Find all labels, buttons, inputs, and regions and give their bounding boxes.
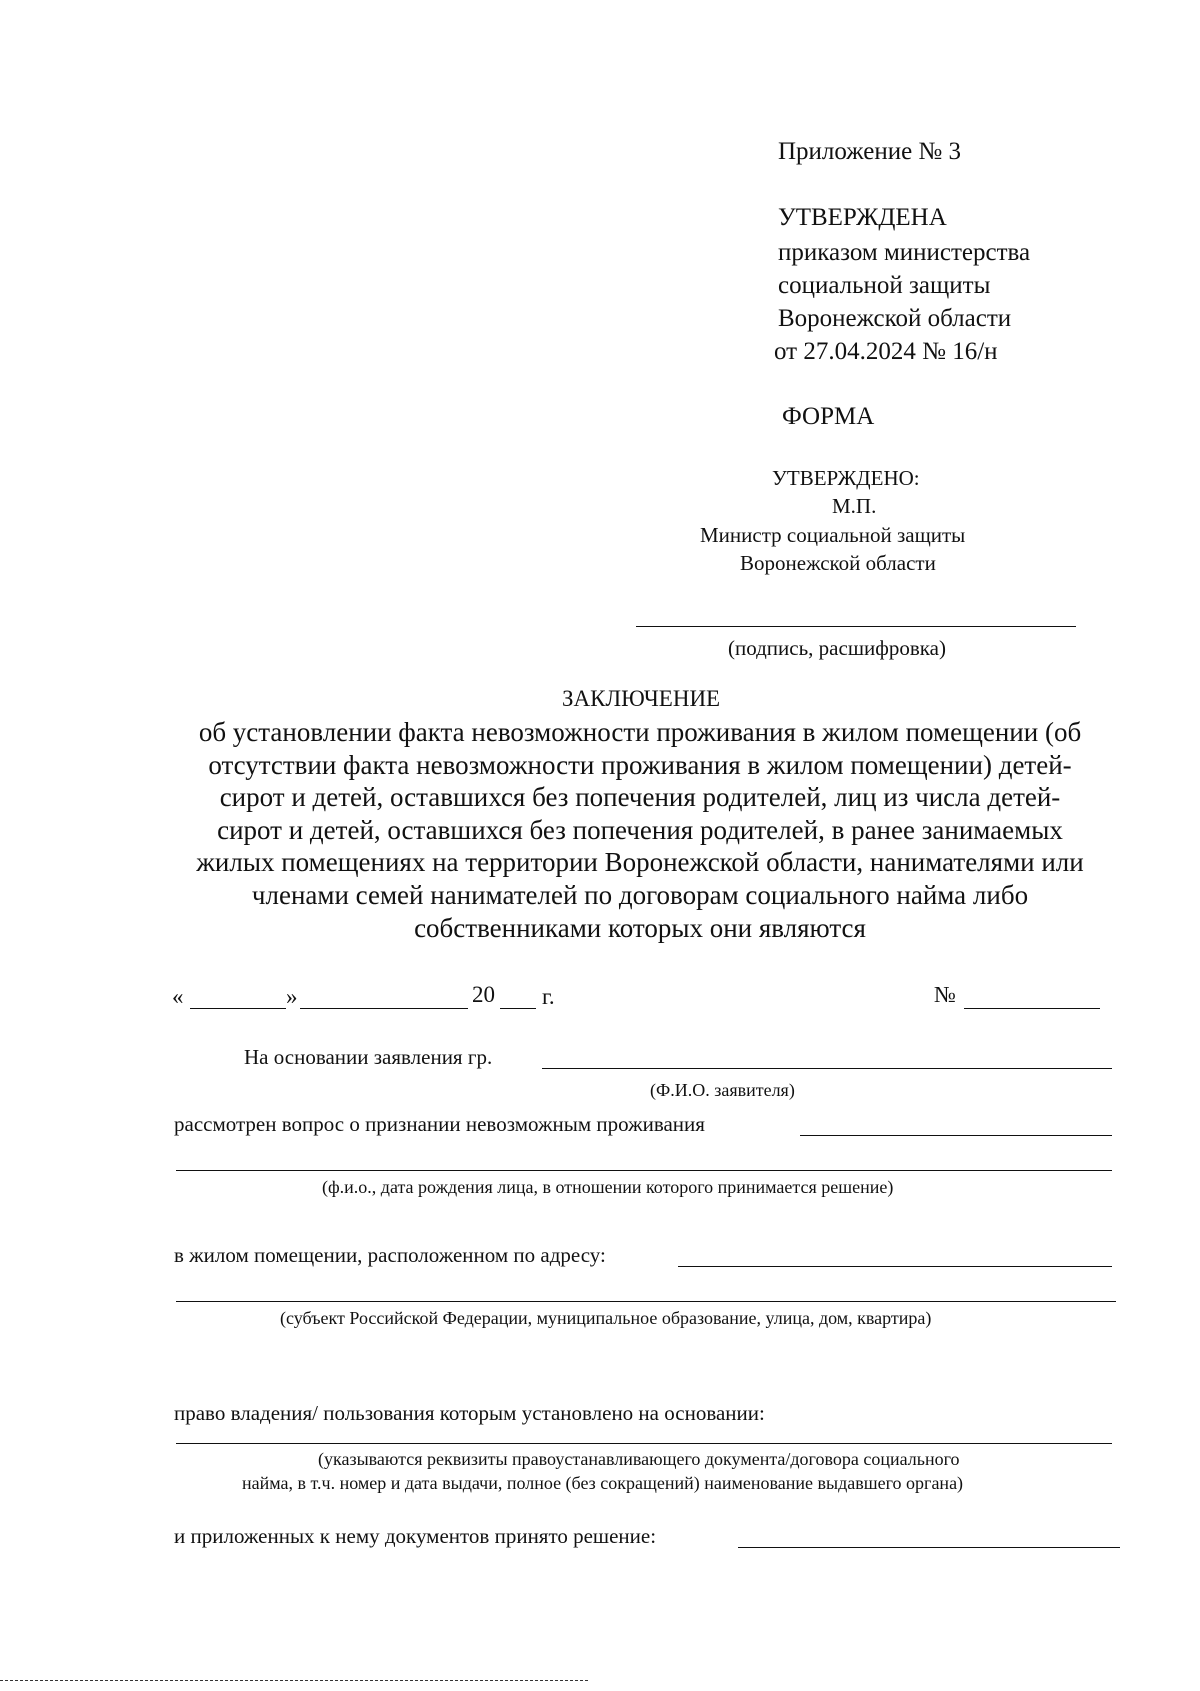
approved-caps: УТВЕРЖДЕНА — [778, 204, 947, 231]
approved-line-2: социальной защиты — [778, 272, 991, 299]
minister-line-1: Министр социальной защиты — [700, 523, 966, 547]
address-caption: (субъект Российской Федерации, муниципальное образование, улица, дом, квартира) — [280, 1308, 932, 1328]
form-label: ФОРМА — [782, 403, 875, 430]
minister-line-2: Воронежской области — [740, 551, 936, 575]
year-field[interactable] — [500, 1008, 536, 1009]
address-field-2[interactable] — [176, 1301, 1116, 1302]
approved-line-3: Воронежской области — [778, 305, 1012, 332]
title-line-1: об установлении факта невозможности проживания в жилом помещении (об — [198, 717, 1082, 747]
stamp-place: М.П. — [832, 494, 877, 518]
basis-label: На основании заявления гр. — [244, 1045, 493, 1069]
title-line-7: собственниками которых они являются — [414, 912, 866, 943]
decision-field[interactable] — [738, 1547, 1120, 1548]
title-line-4: сирот и детей, оставшихся без попечения родителей, в ранее занимаемых — [217, 814, 1063, 845]
address-label: в жилом помещении, расположенном по адресу: — [174, 1243, 606, 1267]
title-line-5: жилых помещениях на территории Воронежской области, нанимателями или — [196, 847, 1084, 878]
title-line-3: сирот и детей, оставшихся без попечения родителей, лиц из числа детей- — [219, 782, 1061, 813]
month-field[interactable] — [300, 1008, 468, 1009]
date-close-quote: » — [286, 984, 298, 1009]
document-caption-1: (указываются реквизиты правоустанавливающего документа/договора социального — [318, 1449, 960, 1469]
signature-line[interactable] — [636, 626, 1076, 627]
applicant-caption: (Ф.И.О. заявителя) — [650, 1080, 795, 1100]
title-line-2: отсутствии факта невозможности проживания в жилом помещении) детей- — [208, 749, 1072, 780]
document-title — [160, 716, 1120, 944]
year-century: 20 — [472, 982, 495, 1007]
appendix-number: Приложение № 3 — [778, 138, 962, 165]
question-label: рассмотрен вопрос о признании невозможным проживания — [174, 1112, 705, 1136]
address-field[interactable] — [678, 1266, 1112, 1267]
decision-label: и приложенных к нему документов принято решение: — [174, 1524, 657, 1548]
question-field[interactable] — [800, 1135, 1112, 1136]
document-field[interactable] — [176, 1443, 1112, 1444]
document-caption-2: найма, в т.ч. номер и дата выдачи, полное (без сокращений) наименование выдавшего органа) — [242, 1473, 964, 1493]
date-open-quote: « — [172, 984, 184, 1009]
document-heading: ЗАКЛЮЧЕНИЕ — [562, 686, 721, 711]
approved-line-1: приказом министерства — [778, 239, 1031, 266]
person-caption: (ф.и.о., дата рождения лица, в отношении которого принимается решение) — [322, 1177, 894, 1197]
number-sign: № — [934, 982, 956, 1007]
approved-line-4: от 27.04.2024 № 16/н — [774, 338, 998, 365]
right-label: право владения/ пользования которым установлено на основании: — [174, 1401, 765, 1425]
footer-rule — [0, 1680, 588, 1681]
number-field[interactable] — [964, 1008, 1100, 1009]
title-line-6: членами семей нанимателей по договорам социального найма либо — [251, 879, 1029, 910]
day-field[interactable] — [190, 1008, 286, 1009]
person-field[interactable] — [176, 1170, 1112, 1171]
signature-caption: (подпись, расшифровка) — [728, 636, 946, 660]
approved-label: УТВЕРЖДЕНО: — [772, 466, 920, 490]
applicant-field[interactable] — [542, 1068, 1112, 1069]
year-suffix: г. — [542, 984, 555, 1009]
